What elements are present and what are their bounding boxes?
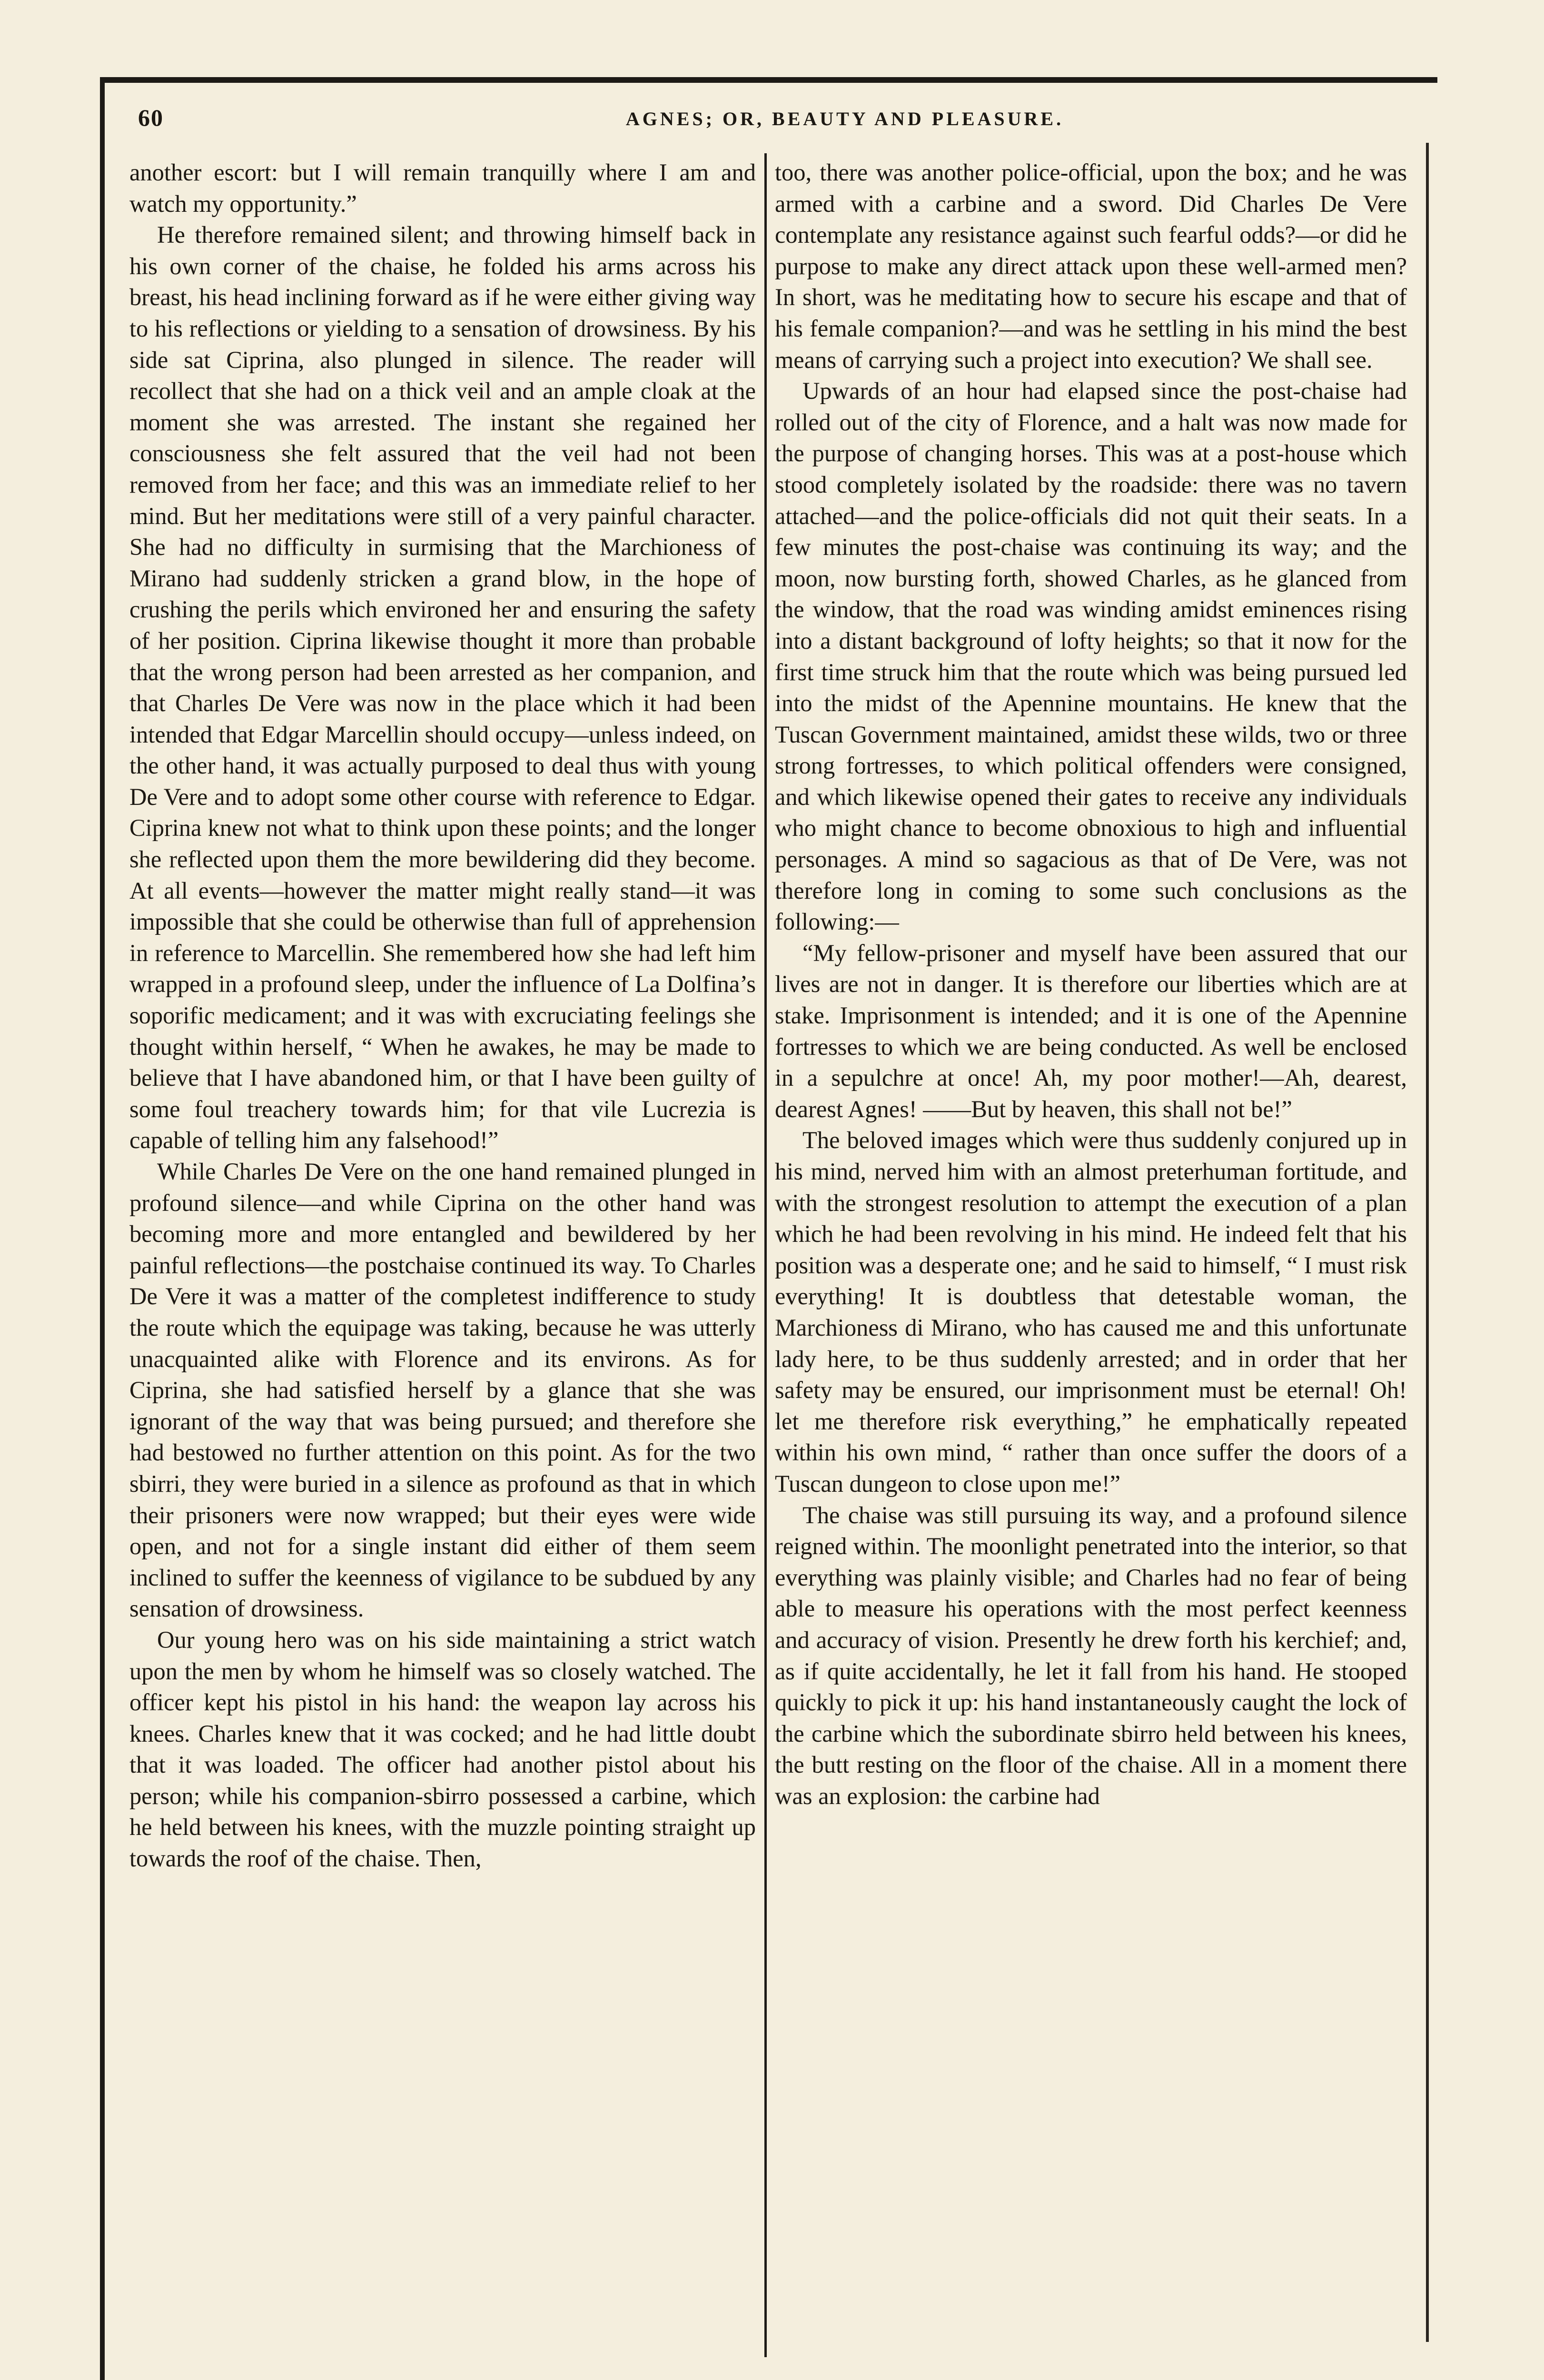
paragraph: While Charles De Vere on the one hand remained plunged in profound silence—and while Ciprina on the other hand was becoming more and more entangled and bewildered by her painful reflections—the postchaise continued its way. To Charles De Vere it was a matter of the completest indifference to study the route which the equipage was taking, because he was utterly unacquainted alike with Florence and its environs. As for Ciprina, she had satisfied herself by a glance that she was ignorant of the way that was being pursued; and therefore she had bestowed no further attention on this point. As for the two sbirri, they were buried in a silence as profound as that in which their prisoners were now wrapped; but their eyes were wide open, and not for a single instant did either of them seem inclined to suffer the keenness of vigilance to be subdued by any sensation of drowsiness. [129, 1158, 756, 1622]
paragraph: Our young hero was on his side maintaining a strict watch upon the men by whom he himself was so closely watched. The officer kept his pistol in his hand: the weapon lay across his knees. Charles knew that it was cocked; and he had little doubt that it was loaded. The officer had another pistol about his person; while his companion-sbirro possessed a carbine, which he held between his knees, with the muzzle pointing straight up towards the roof of the chaise. Then, [129, 1626, 756, 1872]
left-column [129, 157, 756, 2370]
right-border-rule [1426, 143, 1429, 2342]
paragraph: “My fellow-prisoner and myself have been assured that our lives are not in danger. It is therefore our liberties which are at stake. Imprisonment is intended; and it is one of the Apennine fortresses to which we are being conducted. As well be enclosed in a sepulchre at once! Ah, my poor mother!—Ah, dearest, dearest Agnes! ——But by heaven, this shall not be!” [775, 939, 1407, 1122]
paragraph: The beloved images which were thus suddenly conjured up in his mind, nerved him with an almost preterhuman fortitude, and with the strongest resolution to attempt the execution of a plan which he had been revolving in his mind. He indeed felt that his position was a desperate one; and he said to himself, “ I must risk everything! It is doubtless that detestable woman, the Marchioness di Mirano, who has caused me and this unfortunate lady here, to be thus suddenly arrested; and in order that her safety may be ensured, our imprisonment must be eternal! Oh! let me therefore risk everything,” he emphatically repeated within his own mind, “ rather than once suffer the doors of a Tuscan dungeon to close upon me!” [775, 1127, 1407, 1497]
page-header [138, 99, 1399, 137]
paragraph: He therefore remained silent; and throwing himself back in his own corner of the chaise, he folded his arms across his breast, his head inclining forward as if he were either giving way to his reflections or yielding to a sensation of drowsiness. By his side sat Ciprina, also plunged in silence. The reader will recollect that she had on a thick veil and an ample cloak at the moment she was arrested. The instant she regained her consciousness she felt assured that the veil had not been removed from her face; and this was an immediate relief to her mind. But her meditations were still of a very painful character. She had no difficulty in surmising that the Marchioness of Mirano had suddenly stricken a grand blow, in the hope of crushing the perils which environed her and ensuring the safety of her position. Ciprina likewise thought it more than probable that the wrong person had been arrested as her companion, and that Charles De Vere was now in the place which it had been intended that Edgar Marcellin should occupy—unless indeed, on the other hand, it was actually purposed to deal thus with young De Vere and to adopt some other course with reference to Edgar. Ciprina knew not what to think upon these points; and the longer she reflected upon them the more bewildering did they become. At all events—however the matter might really stand—it was impossible that she could be otherwise than full of apprehension in reference to Marcellin. She remembered how she had left him wrapped in a profound sleep, under the influence of La Dolfina’s soporific medicament; and it was with excruciating feelings she thought within herself, “ When he awakes, he may be made to believe that I have abandoned him, or that I have been guilty of some foul treachery towards him; for that vile Lucrezia is capable of telling him any falsehood!” [129, 221, 756, 1154]
running-title: AGNES; OR, BEAUTY AND PLEASURE. [625, 108, 1064, 129]
paragraph: too, there was another police-official, upon the box; and he was armed with a carbine and a sword. Did Charles De Vere contemplate any resistance against such fearful odds?—or did he purpose to make any direct attack upon these well-armed men? In short, was he meditating how to secure his escape and that of his female companion?—and was he settling in his mind the best means of carrying such a project into execution? We shall see. [775, 159, 1407, 373]
page-number: 60 [138, 104, 164, 131]
paragraph: another escort: but I will remain tranquilly where I am and watch my opportunity.” [129, 159, 756, 217]
right-column [775, 157, 1407, 2370]
paragraph: The chaise was still pursuing its way, and a profound silence reigned within. The moonlight penetrated into the interior, so that everything was plainly visible; and Charles had no fear of being able to measure his operations with the most perfect keenness and accuracy of vision. Presently he drew forth his kerchief; and, as if quite accidentally, he let it fall from his hand. He stooped quickly to pick it up: his hand instantaneously caught the lock of the carbine which the subordinate sbirro held between his knees, the butt resting on the floor of the chaise. All in a moment there was an explosion: the carbine had [775, 1501, 1407, 1809]
column-divider [764, 153, 767, 2357]
paragraph: Upwards of an hour had elapsed since the post-chaise had rolled out of the city of Florence, and a halt was now made for the purpose of changing horses. This was at a post-house which stood completely isolated by the roadside: there was no tavern attached—and the police-officials did not quit their seats. In a few minutes the post-chaise was continuing its way; and the moon, now bursting forth, showed Charles, as he glanced from the window, that the road was winding amidst eminences rising into a distant background of lofty heights; so that it now for the first time struck him that the route which was being pursued led into the midst of the Apennine mountains. He knew that the Tuscan Government maintained, amidst these wilds, two or three strong fortresses, to which political offenders were consigned, and which likewise opened their gates to receive any individuals who might chance to become obnoxious to high and influential personages. A mind so sagacious as that of De Vere, was not therefore long in coming to some such conclusions as the following:— [775, 377, 1407, 935]
